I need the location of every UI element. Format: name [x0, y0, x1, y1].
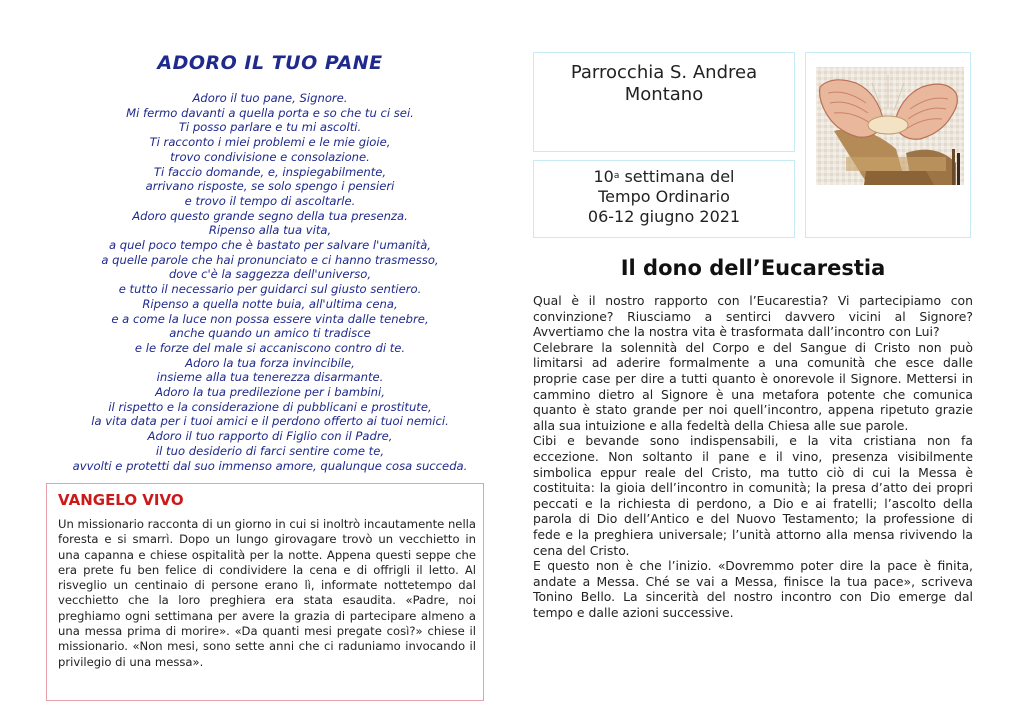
week-line2: Tempo Ordinario [598, 187, 730, 206]
poem-line: Ti racconto i miei problemi e le mie gioie, [149, 135, 391, 150]
week-info [533, 167, 795, 227]
poem-line: Ripenso alla tua vita, [208, 223, 332, 238]
poem-line: e trovo il tempo di ascoltarle. [184, 193, 356, 208]
week-line1 [533, 167, 795, 187]
poem-line: Ripenso a quella notte buia, all'ultima cena, [142, 296, 398, 311]
poem-line: Adoro la tua predilezione per i bambini, [155, 385, 385, 400]
article-paragraph: Qual è il nostro rapporto con l’Eucarestia? Vi partecipiamo con convinzione? Riusciamo a sentirci davvero vicini al Signore? Avvertiamo che la nostra vita è trasformata dall’incontro con Lui? [533, 293, 973, 340]
article-title: Il dono dell’Eucarestia [620, 256, 886, 280]
poem-title: ADORO IL TUO PANE [157, 52, 383, 74]
poem-line: insieme alla tua tenerezza disarmante. [156, 370, 384, 385]
poem-line: avvolti e protetti dal suo immenso amore, qualunque cosa succeda. [72, 458, 468, 473]
parish-name-line1: Parrocchia S. Andrea [570, 62, 758, 83]
poem-line: arrivano risposte, se solo spengo i pensieri [145, 179, 395, 194]
poem-line: il tuo desiderio di farci sentire come te, [155, 443, 385, 458]
week-dates: 06-12 giugno 2021 [587, 207, 741, 226]
poem-line: dove c'è la saggezza dell'universo, [168, 267, 372, 282]
poem-body [48, 91, 492, 473]
poem-line: e le forze del male si accaniscono contro di te. [134, 340, 406, 355]
poem-line: a quel poco tempo che è bastato per salvare l'umanità, [108, 238, 431, 253]
poem-line: Adoro la tua forza invincibile, [185, 355, 355, 370]
week-ordinal: a [613, 171, 620, 181]
poem-line: Adoro questo grande segno della tua presenza. [132, 208, 408, 223]
week-label: settimana del [619, 167, 735, 186]
parish-name [533, 62, 795, 106]
hands-holding-bread-image [806, 53, 970, 237]
poem-line: il rispetto e la considerazione di pubblicani e prostitute, [108, 399, 432, 414]
article-paragraph: Celebrare la solennità del Corpo e del Sangue di Cristo non può limitarsi ad aderire formalmente a una comunità che esce dalle proprie case per dire a tutti quanto è onorevole il Signore. Mettersi in cammino dietro al Signore è una metafora potente che comunica quanto è stato grande per noi quell’incontro, appena ripetuto grazie alla sua intuizione e alla fedeltà della Chiesa alle sue parole. [533, 339, 973, 433]
poem-line: Adoro il tuo rapporto di Figlio con il Padre, [147, 429, 393, 444]
poem-line: e a come la luce non possa essere vinta dalle tenebre, [111, 311, 429, 326]
parish-name-line2: Montano [624, 84, 704, 105]
poem-line: Ti faccio domande, e, inspiegabilmente, [153, 164, 387, 179]
article-paragraph: Cibi e bevande sono indispensabili, e la vita cristiana non fa eccezione. Non soltanto il pane e il vino, presenza visibilmente simbolica eppur reale del Cristo, ma tutto ciò di cui la Messa è costituita: la gioia dell’incontro in comunità; la presa d’atto dei propri peccati e la richiesta di perdono, a Dio e ai fratelli; l’ascolto della parola di Dio dell’Antico e del Nuovo Testamento; la professione di fede e la preghiera universale; l’unità attorno alla mensa rivivendo la cena del Cristo. [533, 433, 973, 558]
poem-line: a quelle parole che hai pronunciato e ci hanno trasmesso, [101, 252, 439, 267]
poem-line: trovo condivisione e consolazione. [170, 149, 370, 164]
poem-line: e tutto il necessario per guidarci sul giusto sentiero. [118, 282, 422, 297]
poem-line: la vita data per i tuoi amici e il perdono offerto ai tuoi nemici. [91, 414, 449, 429]
eucharist-image-frame [805, 52, 971, 238]
vangelo-vivo-text: Un missionario racconta di un giorno in cui si inoltrò incautamente nella foresta e si smarrì. Dopo un lungo girovagare trovò un vecchietto in una capanna e chiese ospitalità per la notte. Appena questi seppe che era prete fu ben felice di condividere la cena e di offrigli il letto. Al risveglio un centinaio di persone erano lì, informate nottetempo dal vecchietto che la loro preghiera era stata esaudita. «Padre, noi preghiamo ogni settimana per avere la grazia di partecipare almeno a una messa prima di morire». «Da quanti mesi pregate così?» chiese il missionario. «Non mesi, sono sette anni che ci raduniamo invocando il privilegio di una messa». [58, 517, 476, 669]
article-paragraph: E questo non è che l’inizio. «Dovremmo poter dire la pace è finita, andate a Messa. Ché se vai a Messa, finisce la tua pace», scriveva Tonino Bello. La sincerità del nostro incontro con Dio emerge dal tempo e dalle azioni successive. [533, 558, 973, 620]
poem-line: Adoro il tuo pane, Signore. [192, 91, 348, 105]
week-number: 10 [593, 167, 614, 186]
poem-line: Mi fermo davanti a quella porta e so che tu ci sei. [126, 105, 414, 120]
poem-line: Ti posso parlare e tu mi ascolti. [178, 120, 362, 135]
vangelo-vivo-title: VANGELO VIVO [58, 491, 184, 509]
poem-line: anche quando un amico ti tradisce [169, 326, 371, 341]
article-body [533, 293, 973, 620]
